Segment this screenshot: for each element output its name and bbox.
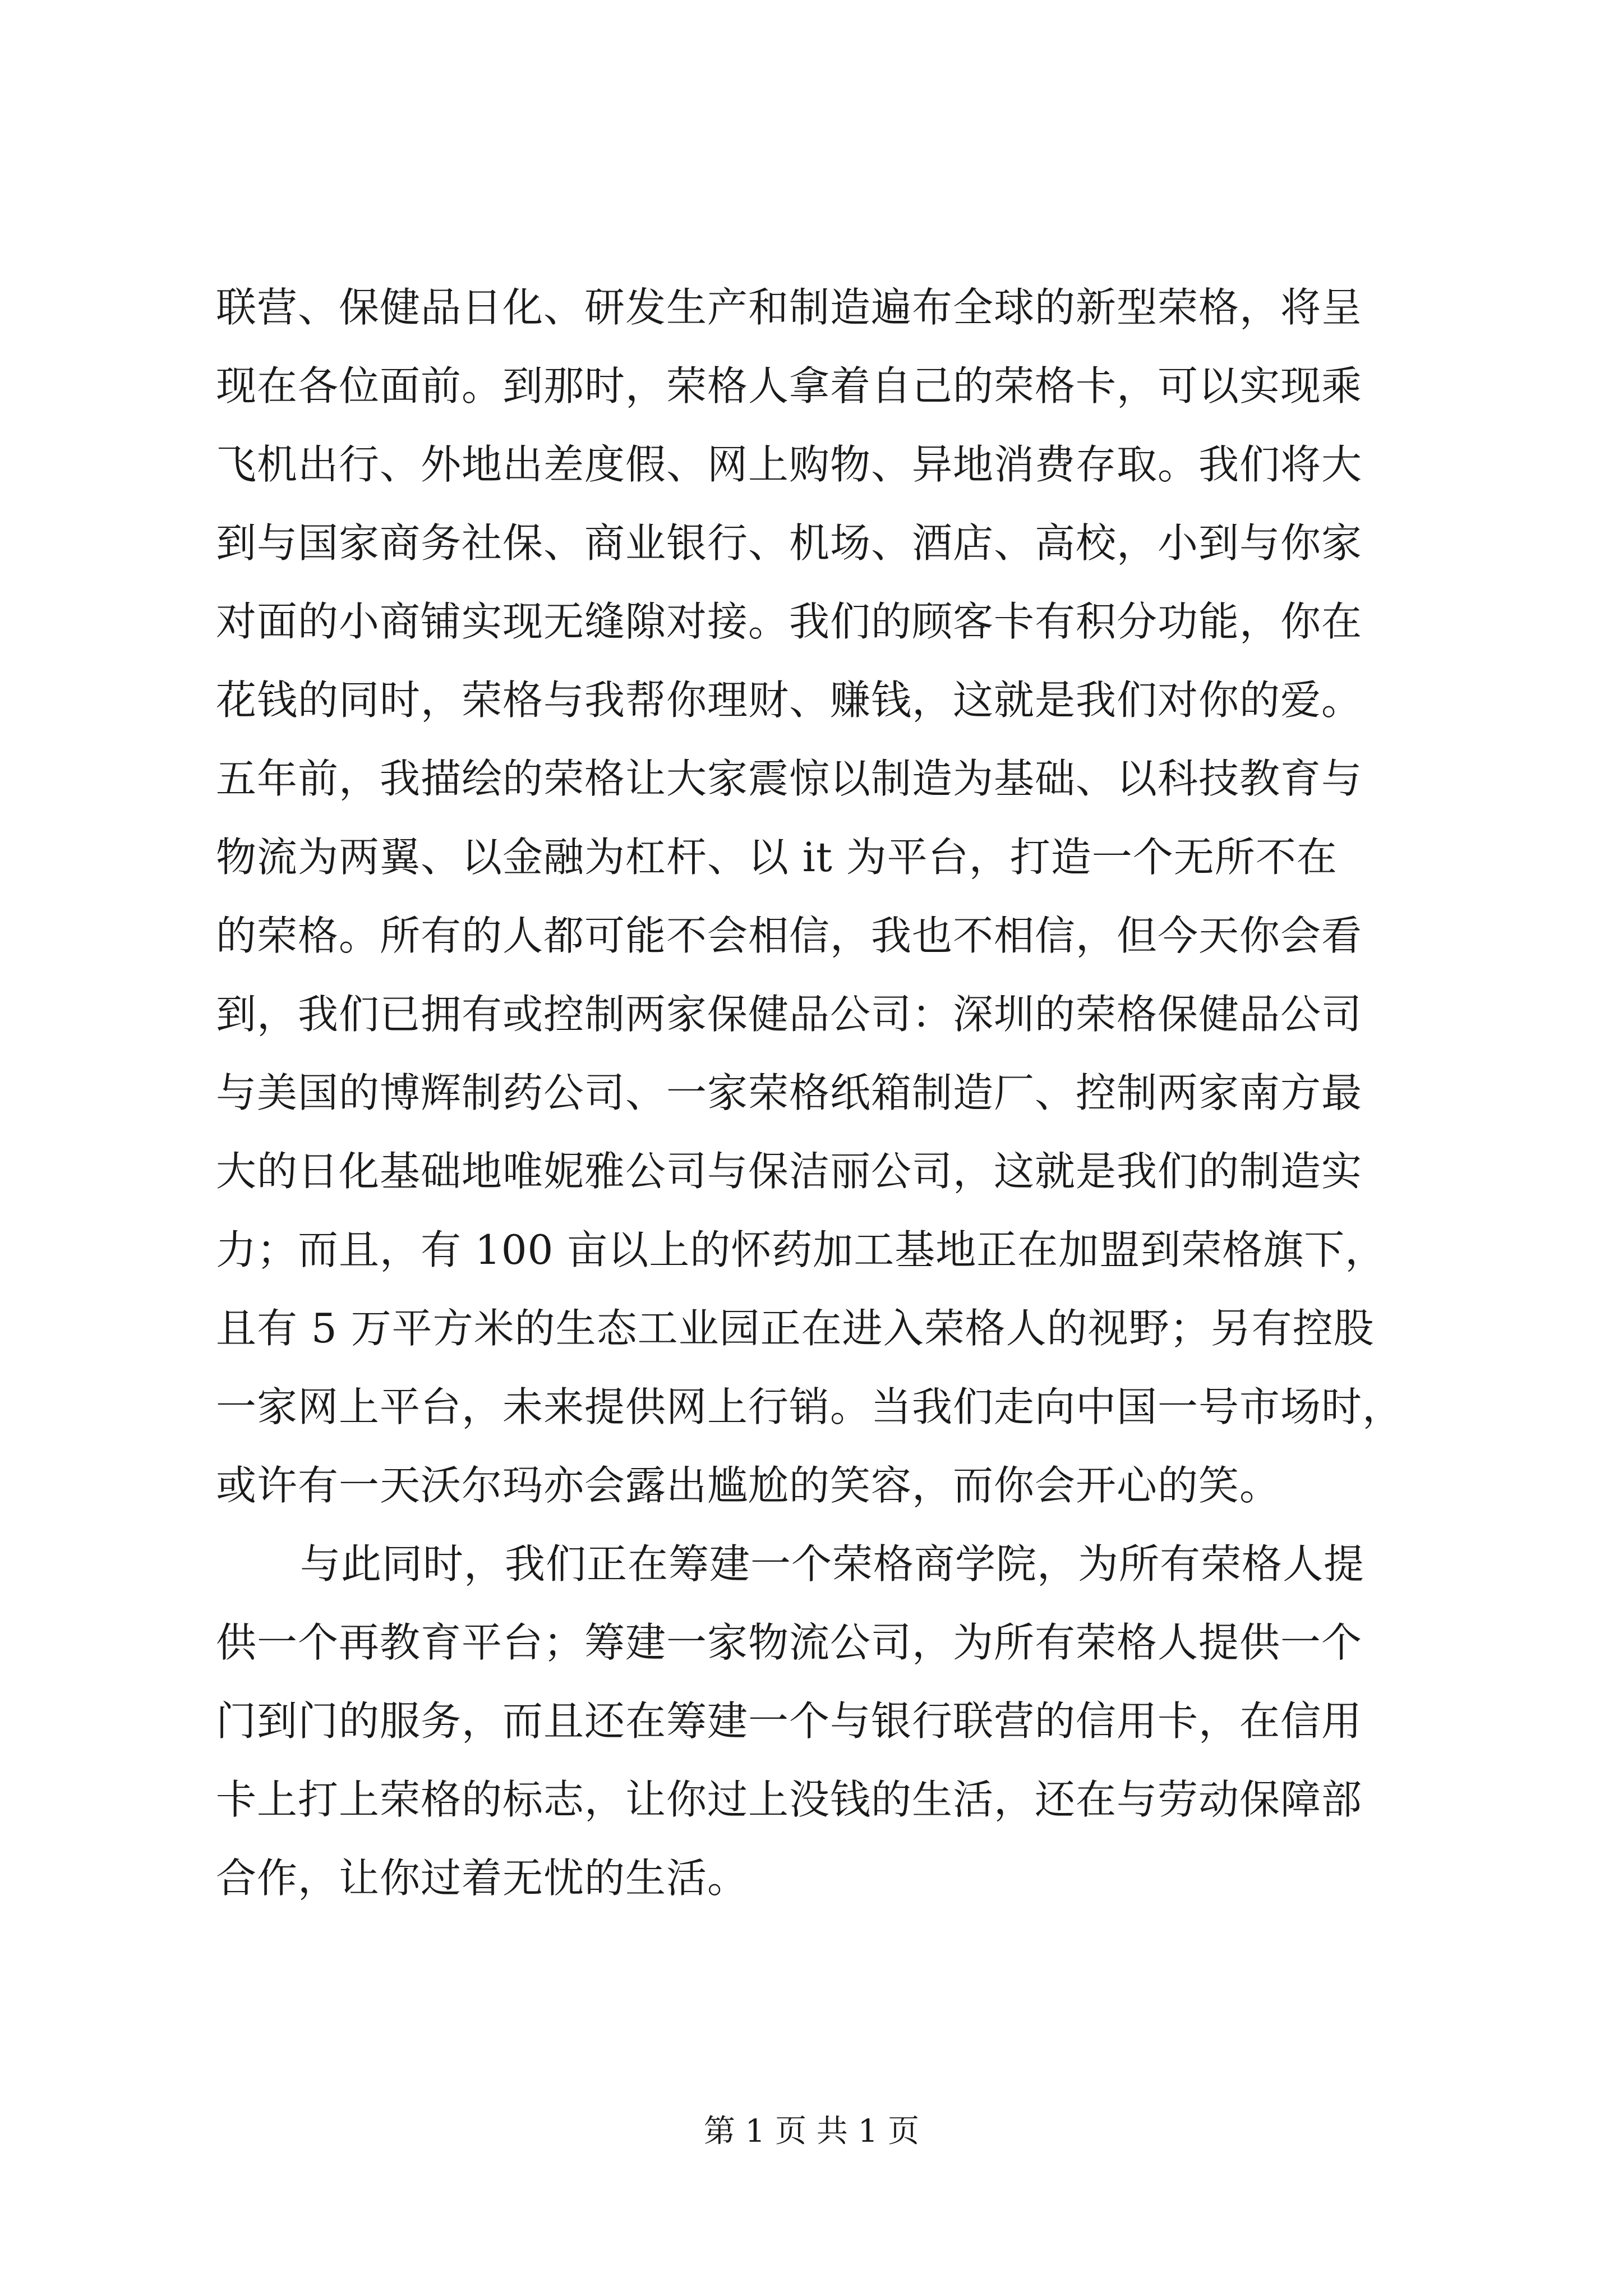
text-line: 卡上打上荣格的标志，让你过上没钱的生活，还在与劳动保障部 xyxy=(216,1776,1363,1823)
text-line: 飞机出行、外地出差度假、网上购物、异地消费存取。我们将大 xyxy=(216,441,1363,488)
text-line: 大的日化基础地唯妮雅公司与保洁丽公司，这就是我们的制造实 xyxy=(216,1148,1363,1195)
text-line: 到，我们已拥有或控制两家保健品公司：深圳的荣格保健品公司 xyxy=(216,991,1363,1038)
text-line: 门到门的服务，而且还在筹建一个与银行联营的信用卡，在信用 xyxy=(216,1697,1363,1745)
document-body xyxy=(216,268,1416,1917)
text-line: 对面的小商铺实现无缝隙对接。我们的顾客卡有积分功能，你在 xyxy=(216,598,1363,645)
text-line: 五年前，我描绘的荣格让大家震惊以制造为基础、以科技教育与 xyxy=(216,755,1363,802)
text-line: 的荣格。所有的人都可能不会相信，我也不相信，但今天你会看 xyxy=(216,912,1363,959)
text-line: 与美国的博辉制药公司、一家荣格纸箱制造厂、控制两家南方最 xyxy=(216,1069,1363,1116)
text-line: 力；而且，有 100 亩以上的怀药加工基地正在加盟到荣格旗下， xyxy=(216,1226,1386,1273)
page-footer: 第 1 页 共 1 页 xyxy=(703,2113,920,2150)
text-line: 现在各位面前。到那时，荣格人拿着自己的荣格卡，可以实现乘 xyxy=(216,362,1363,409)
paragraph-first-line: 与此同时，我们正在筹建一个荣格商学院，为所有荣格人提 xyxy=(300,1540,1365,1588)
text-line: 物流为两翼、以金融为杠杆、以 it 为平台，打造一个无所不在 xyxy=(216,834,1338,881)
text-line: 供一个再教育平台；筹建一家物流公司，为所有荣格人提供一个 xyxy=(216,1619,1363,1666)
text-line: 一家网上平台，未来提供网上行销。当我们走向中国一号市场时， xyxy=(216,1383,1404,1430)
text-line: 联营、保健品日化、研发生产和制造遍布全球的新型荣格，将呈 xyxy=(216,284,1363,331)
text-line: 合作，让你过着无忧的生活。 xyxy=(216,1855,749,1902)
text-line: 花钱的同时，荣格与我帮你理财、赚钱，这就是我们对你的爱。 xyxy=(216,677,1363,724)
text-line: 且有 5 万平方米的生态工业园正在进入荣格人的视野；另有控股 xyxy=(216,1305,1375,1352)
text-line: 或许有一天沃尔玛亦会露出尴尬的笑容，而你会开心的笑。 xyxy=(216,1462,1281,1509)
text-line: 到与国家商务社保、商业银行、机场、酒店、高校，小到与你家 xyxy=(216,519,1363,567)
